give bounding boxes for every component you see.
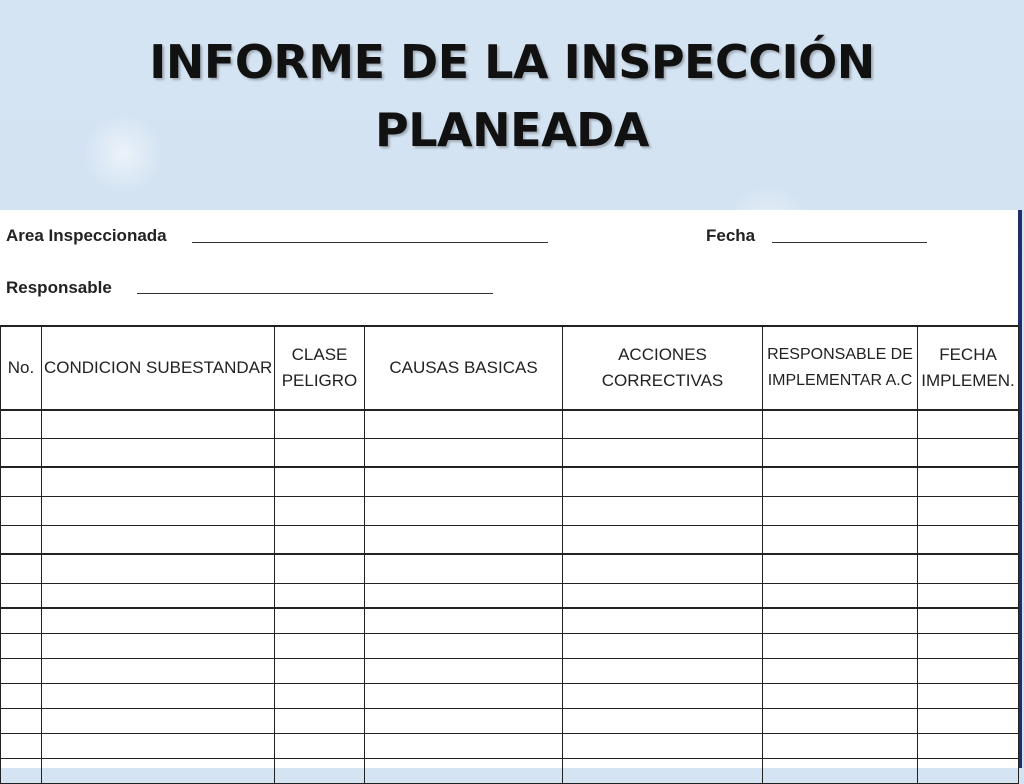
table-cell[interactable] — [763, 659, 918, 684]
table-cell[interactable] — [763, 584, 918, 609]
table-cell[interactable] — [42, 526, 275, 555]
table-row — [1, 554, 1019, 584]
table-cell[interactable] — [1, 709, 42, 734]
table-cell[interactable] — [918, 634, 1019, 659]
table-cell[interactable] — [365, 634, 563, 659]
table-cell[interactable] — [1, 410, 42, 439]
table-cell[interactable] — [1, 634, 42, 659]
table-cell[interactable] — [365, 659, 563, 684]
table-cell[interactable] — [42, 634, 275, 659]
table-cell[interactable] — [1, 439, 42, 468]
table-cell[interactable] — [42, 608, 275, 634]
table-header-row — [1, 326, 1019, 410]
table-cell[interactable] — [563, 554, 763, 584]
fecha-label: Fecha — [706, 226, 756, 245]
table-cell[interactable] — [275, 554, 365, 584]
table-cell[interactable] — [42, 467, 275, 497]
table-row — [1, 659, 1019, 684]
table-cell[interactable] — [763, 608, 918, 634]
table-cell[interactable] — [563, 439, 763, 468]
fecha-field[interactable] — [772, 242, 927, 243]
table-cell[interactable] — [763, 526, 918, 555]
table-cell[interactable] — [275, 684, 365, 709]
table-row — [1, 467, 1019, 497]
header-fecha-implemen: FECHA IMPLEMEN. — [918, 326, 1019, 410]
responsable-label: Responsable — [6, 278, 112, 297]
table-cell[interactable] — [275, 526, 365, 555]
table-row — [1, 734, 1019, 759]
table-row — [1, 584, 1019, 609]
table-cell[interactable] — [365, 584, 563, 609]
table-cell[interactable] — [918, 659, 1019, 684]
table-cell[interactable] — [918, 497, 1019, 526]
table-cell[interactable] — [275, 410, 365, 439]
table-cell[interactable] — [563, 497, 763, 526]
table-cell[interactable] — [275, 634, 365, 659]
table-row — [1, 497, 1019, 526]
table-cell[interactable] — [918, 554, 1019, 584]
table-cell[interactable] — [365, 410, 563, 439]
table-cell[interactable] — [275, 759, 365, 784]
table-cell[interactable] — [1, 497, 42, 526]
inspection-table — [0, 325, 1019, 784]
table-cell[interactable] — [563, 759, 763, 784]
table-cell[interactable] — [365, 554, 563, 584]
table-cell[interactable] — [763, 709, 918, 734]
table-cell[interactable] — [1, 759, 42, 784]
table-cell[interactable] — [918, 608, 1019, 634]
table-cell[interactable] — [42, 709, 275, 734]
table-cell[interactable] — [275, 608, 365, 634]
table-cell[interactable] — [918, 734, 1019, 759]
table-cell[interactable] — [365, 684, 563, 709]
table-cell[interactable] — [563, 684, 763, 709]
area-inspeccionada-label: Area Inspeccionada — [6, 226, 167, 245]
table-cell[interactable] — [1, 467, 42, 497]
table-cell[interactable] — [42, 759, 275, 784]
table-cell[interactable] — [42, 497, 275, 526]
table-cell[interactable] — [918, 584, 1019, 609]
table-cell[interactable] — [365, 608, 563, 634]
table-cell[interactable] — [42, 659, 275, 684]
responsable-field[interactable] — [137, 293, 493, 294]
table-cell[interactable] — [1, 608, 42, 634]
table-cell[interactable] — [42, 410, 275, 439]
table-cell[interactable] — [275, 709, 365, 734]
table-cell[interactable] — [763, 467, 918, 497]
inspection-form — [0, 210, 1022, 768]
header-condicion-subestandar: CONDICION SUBESTANDAR — [42, 326, 275, 410]
table-cell[interactable] — [1, 734, 42, 759]
table-cell[interactable] — [918, 467, 1019, 497]
table-cell[interactable] — [1, 684, 42, 709]
table-cell[interactable] — [365, 526, 563, 555]
table-cell[interactable] — [763, 497, 918, 526]
table-cell[interactable] — [763, 554, 918, 584]
table-cell[interactable] — [918, 410, 1019, 439]
table-row — [1, 634, 1019, 659]
table-cell[interactable] — [1, 554, 42, 584]
table-cell[interactable] — [563, 734, 763, 759]
table-cell[interactable] — [918, 684, 1019, 709]
table-cell[interactable] — [563, 584, 763, 609]
table-cell[interactable] — [563, 526, 763, 555]
table-cell[interactable] — [365, 709, 563, 734]
table-cell[interactable] — [563, 709, 763, 734]
table-cell[interactable] — [1, 584, 42, 609]
area-inspeccionada-field[interactable] — [192, 242, 548, 243]
header-responsable: RESPONSABLE DE IMPLEMENTAR A.C — [763, 326, 918, 410]
table-cell[interactable] — [42, 684, 275, 709]
table-cell[interactable] — [275, 734, 365, 759]
table-cell[interactable] — [563, 659, 763, 684]
table-cell[interactable] — [563, 634, 763, 659]
table-cell[interactable] — [365, 467, 563, 497]
table-row — [1, 439, 1019, 468]
table-cell[interactable] — [275, 497, 365, 526]
table-cell[interactable] — [763, 734, 918, 759]
table-cell[interactable] — [275, 467, 365, 497]
table-cell[interactable] — [1, 659, 42, 684]
table-body — [1, 410, 1019, 784]
table-cell[interactable] — [42, 584, 275, 609]
table-cell[interactable] — [1, 526, 42, 555]
table-cell[interactable] — [763, 759, 918, 784]
table-cell[interactable] — [275, 584, 365, 609]
table-row — [1, 684, 1019, 709]
table-cell[interactable] — [275, 439, 365, 468]
table-cell[interactable] — [42, 734, 275, 759]
title-line-2: PLANEADA — [375, 103, 649, 157]
table-row — [1, 526, 1019, 555]
header-clase-peligro: CLASE PELIGRO — [275, 326, 365, 410]
header-causas-basicas: CAUSAS BASICAS — [365, 326, 563, 410]
table-cell[interactable] — [918, 526, 1019, 555]
table-cell[interactable] — [42, 554, 275, 584]
table-row — [1, 759, 1019, 784]
table-row — [1, 608, 1019, 634]
table-cell[interactable] — [365, 734, 563, 759]
table-cell[interactable] — [918, 709, 1019, 734]
header-no: No. — [1, 326, 42, 410]
table-cell[interactable] — [275, 659, 365, 684]
table-cell[interactable] — [563, 410, 763, 439]
table-cell[interactable] — [763, 634, 918, 659]
header-acciones-correctivas: ACCIONES CORRECTIVAS — [563, 326, 763, 410]
table-cell[interactable] — [563, 608, 763, 634]
table-row — [1, 410, 1019, 439]
table-cell[interactable] — [365, 759, 563, 784]
table-cell[interactable] — [763, 684, 918, 709]
table-cell[interactable] — [42, 439, 275, 468]
table-cell[interactable] — [918, 759, 1019, 784]
table-cell[interactable] — [365, 439, 563, 468]
table-cell[interactable] — [365, 497, 563, 526]
title-line-1: INFORME DE LA INSPECCIÓN — [149, 35, 875, 89]
page-title — [0, 28, 1024, 164]
table-row — [1, 709, 1019, 734]
table-cell[interactable] — [918, 439, 1019, 468]
table-cell[interactable] — [763, 439, 918, 468]
table-cell[interactable] — [563, 467, 763, 497]
table-cell[interactable] — [763, 410, 918, 439]
